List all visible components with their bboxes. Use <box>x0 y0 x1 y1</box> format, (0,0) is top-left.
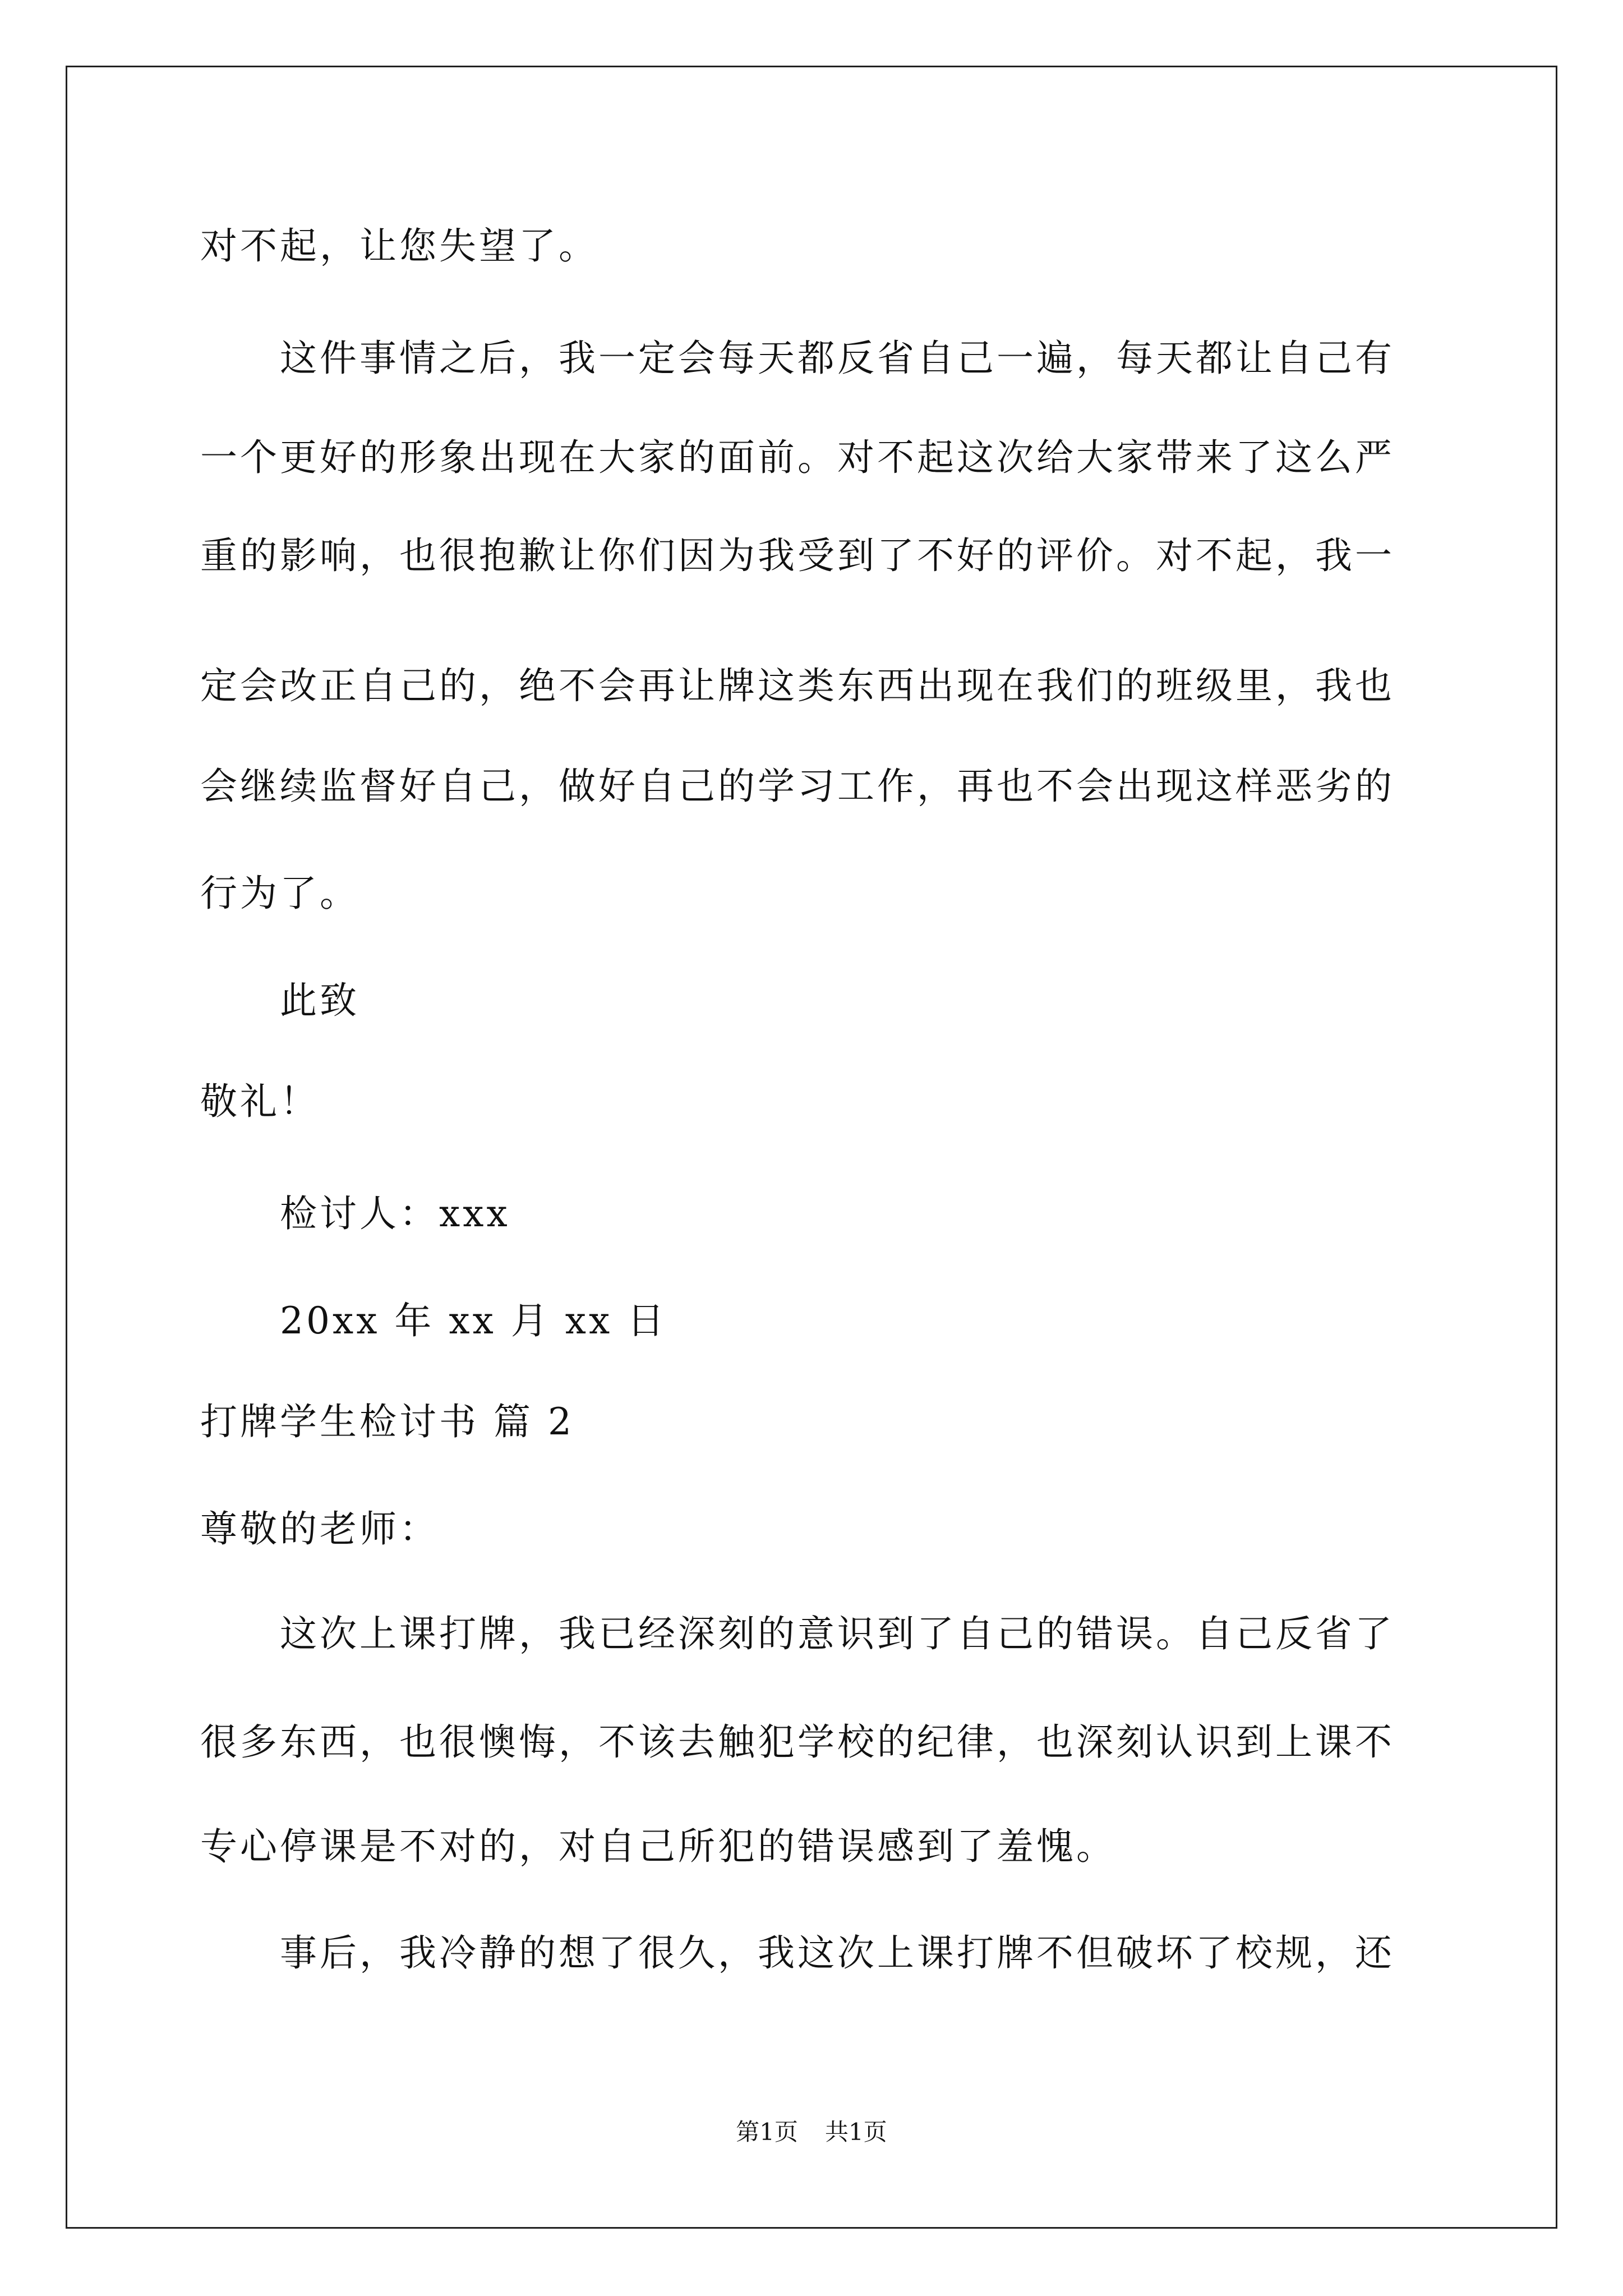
greeting-line: 尊敬的老师： <box>200 1507 439 1550</box>
section-title: 打牌学生检讨书 篇 2 <box>200 1400 574 1443</box>
closing-respect: 敬礼！ <box>200 1080 320 1123</box>
paragraph-line: 定会改正自己的，绝不会再让牌这类东西出现在我们的班级里，我也 <box>200 664 1395 707</box>
signature-line: 检讨人：xxx <box>280 1192 510 1235</box>
paragraph-line: 事后，我冷静的想了很久，我这次上课打牌不但破坏了校规，还 <box>280 1931 1395 1975</box>
paragraph-line: 很多东西，也很懊悔，不该去触犯学校的纪律，也深刻认识到上课不 <box>200 1720 1395 1764</box>
paragraph-line: 专心停课是不对的，对自己所犯的错误感到了羞愧。 <box>200 1825 1116 1868</box>
paragraph-line: 行为了。 <box>200 872 359 915</box>
page-border <box>66 66 1557 2229</box>
paragraph-line: 重的影响，也很抱歉让你们因为我受到了不好的评价。对不起，我一 <box>200 534 1395 577</box>
closing-salutation: 此致 <box>280 979 359 1022</box>
page-footer <box>0 2118 1623 2146</box>
date-line: 20xx 年 xx 月 xx 日 <box>280 1299 667 1342</box>
paragraph-line: 会继续监督好自己，做好自己的学习工作，再也不会出现这样恶劣的 <box>200 765 1395 808</box>
paragraph-line: 这次上课打牌，我已经深刻的意识到了自己的错误。自己反省了 <box>280 1612 1395 1655</box>
paragraph-line: 这件事情之后，我一定会每天都反省自己一遍，每天都让自己有 <box>280 337 1395 380</box>
page-total: 共1页 <box>825 2118 887 2146</box>
paragraph-line: 对不起，让您失望了。 <box>200 224 598 268</box>
paragraph-line: 一个更好的形象出现在大家的面前。对不起这次给大家带来了这么严 <box>200 436 1395 479</box>
page-number: 第1页 <box>736 2118 798 2146</box>
